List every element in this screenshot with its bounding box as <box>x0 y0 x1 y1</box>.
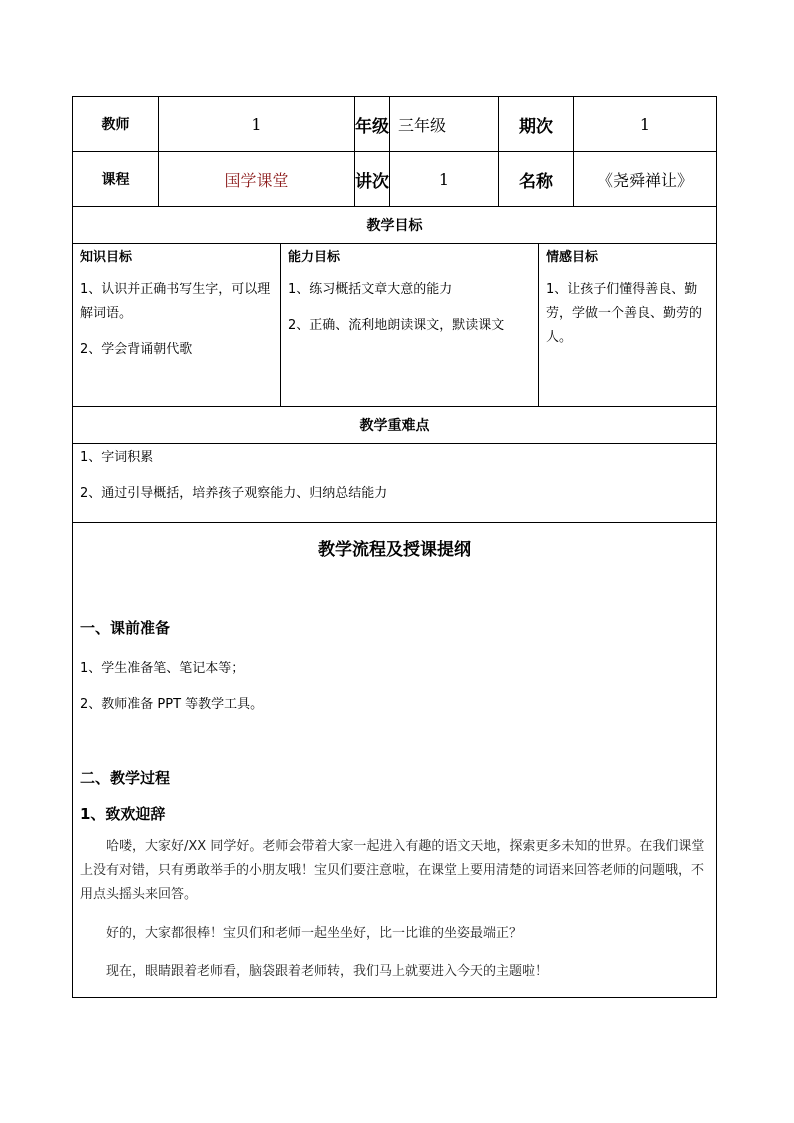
teacher-label: 教师 <box>73 97 159 152</box>
knowledge-goal-item: 1、认识并正确书写生字，可以理解词语。 <box>80 282 271 321</box>
knowledge-goal-item: 2、学会背诵朝代歌 <box>80 342 193 357</box>
period-value: 1 <box>574 97 717 152</box>
lesson-plan-table <box>72 96 717 998</box>
knowledge-goal-heading: 知识目标 <box>80 250 133 265</box>
goals-title-row <box>73 207 717 244</box>
welcome-paragraph: 现在，眼睛跟着老师看，脑袋跟着老师转，我们马上就要进入今天的主题啦！ <box>106 964 549 979</box>
welcome-paragraph: 好的，大家都很棒！宝贝们和老师一起坐坐好，比一比谁的坐姿最端正？ <box>106 926 523 941</box>
flow-title: 教学流程及授课提纲 <box>318 540 471 560</box>
difficulties-title: 教学重难点 <box>73 407 717 444</box>
course-value: 国学课堂 <box>159 152 355 207</box>
section1-item: 1、学生准备笔、笔记本等； <box>80 661 245 676</box>
ability-goal-heading: 能力目标 <box>288 250 341 265</box>
teacher-value: 1 <box>159 97 355 152</box>
difficulties-row <box>73 444 717 523</box>
flow-row <box>73 523 717 998</box>
header-row-1 <box>73 97 717 152</box>
grade-label: 年级 <box>355 97 390 152</box>
grade-value: 三年级 <box>390 97 499 152</box>
difficulty-item: 1、字词积累 <box>80 450 154 465</box>
name-label: 名称 <box>499 152 574 207</box>
section2-heading: 二、教学过程 <box>80 769 171 787</box>
section2-sub-heading: 1、致欢迎辞 <box>80 805 166 823</box>
lecture-value: 1 <box>390 152 499 207</box>
lesson-plan <box>72 96 716 998</box>
goals-row <box>73 244 717 407</box>
emotion-goal-heading: 情感目标 <box>546 250 599 265</box>
ability-goal-cell <box>281 244 539 407</box>
ability-goal-item: 1、练习概括文章大意的能力 <box>288 282 453 297</box>
difficulty-item: 2、通过引导概括，培养孩子观察能力、归纳总结能力 <box>80 486 388 501</box>
section1-item: 2、教师准备 PPT 等教学工具。 <box>80 697 264 712</box>
emotion-goal-item: 1、让孩子们懂得善良、勤劳，学做一个善良、勤劳的人。 <box>546 282 703 345</box>
lecture-label: 讲次 <box>355 152 390 207</box>
emotion-goal-cell <box>539 244 717 407</box>
header-row-2 <box>73 152 717 207</box>
name-value: 《尧舜禅让》 <box>574 152 717 207</box>
difficulties-cell <box>73 444 717 523</box>
knowledge-goal-cell <box>73 244 281 407</box>
section1-heading: 一、课前准备 <box>80 619 171 637</box>
ability-goal-item: 2、正确、流利地朗读课文，默读课文 <box>288 318 505 333</box>
welcome-paragraph: 哈喽，大家好/XX 同学好。老师会带着大家一起进入有趣的语文天地，探索更多未知的世界。在我们课堂上没有对错，只有勇敢举手的小朋友哦！宝贝们要注意啦，在课堂上要用清楚的词语来回答老师的问题哦，不用点头摇头来回答。 <box>80 839 705 902</box>
difficulties-title-row <box>73 407 717 444</box>
course-label: 课程 <box>73 152 159 207</box>
goals-title: 教学目标 <box>73 207 717 244</box>
period-label: 期次 <box>499 97 574 152</box>
flow-cell <box>73 523 717 998</box>
